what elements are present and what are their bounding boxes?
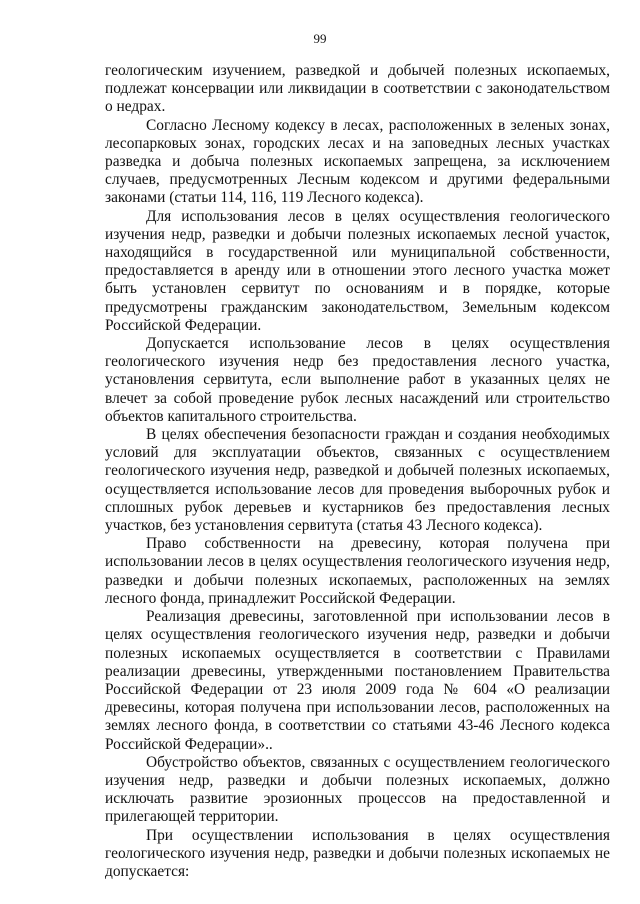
paragraph-timber-sale: Реализация древесины, заготовленной при использовании лесов в целях осуществления геологического изучения недр, разведки и добычи полезных ископаемых осуществляется в соответствии с Правилами реализации древесины, утвержденными постановлением Правительства Российской Федерации от 23 июля 2009 года № 604 «О реализации древесины, которая получена при использовании лесов, расположенных на землях лесного фонда, в соответствии со статьями 43-46 Лесного кодекса Российской Федерации».. (105, 608, 610, 753)
paragraph-forest-code-zones: Согласно Лесному кодексу в лесах, расположенных в зеленых зонах, лесопарковых зонах, городских лесах и на заповедных лесных участках разведка и добыча полезных ископаемых запрещена, за исключением случаев, предусмотренных Лесным кодексом и другими федеральными законами (статьи 114, 116, 119 Лесного кодекса). (105, 116, 610, 207)
paragraph-prohibitions-intro: При осуществлении использования в целях осуществления геологического изучения недр, разведки и добычи полезных ископаемых не допускается: (105, 826, 610, 880)
document-body (105, 62, 610, 881)
page-number: 99 (313, 31, 327, 46)
paragraph-continuation: геологическим изучением, разведкой и добычей полезных ископаемых, подлежат консервации или ликвидации в соответствии с законодательством о недрах. (105, 62, 610, 116)
paragraph-erosion: Обустройство объектов, связанных с осуществлением геологического изучения недр, разведки и добычи полезных ископаемых, должно исключать развитие эрозионных процессов на предоставленной и прилегающей территории. (105, 753, 610, 826)
paragraph-use-without-plot: Допускается использование лесов в целях осуществления геологического изучения недр без предоставления лесного участка, установления сервитута, если выполнение работ в указанных целях не влечет за собой проведение рубок лесных насаждений или строительство объектов капитального строительства. (105, 335, 610, 425)
paragraph-lease-servitude: Для использования лесов в целях осуществления геологического изучения недр, разведки и добычи полезных ископаемых лесной участок, находящийся в государственной или муниципальной собственности, предоставляется в аренду или в отношении этого лесного участка может быть установлен сервитут по основаниям и в порядке, которые предусмотрены гражданским законодательством, Земельным кодексом Российской Федерации. (105, 207, 610, 334)
paragraph-timber-ownership: Право собственности на древесину, которая получена при использовании лесов в целях осуществления геологического изучения недр, разведки и добычи полезных ископаемых, расположенных на землях лесного фонда, принадлежит Российской Федерации. (105, 535, 610, 607)
paragraph-safety-felling: В целях обеспечения безопасности граждан и создания необходимых условий для эксплуатации объектов, связанных с осуществлением геологического изучения недр, разведкой и добычей полезных ископаемых, осуществляется использование лесов для проведения выборочных рубок и сплошных рубок деревьев и кустарников без предоставления лесных участков, без установления сервитута (статья 43 Лесного кодекса). (105, 426, 610, 535)
